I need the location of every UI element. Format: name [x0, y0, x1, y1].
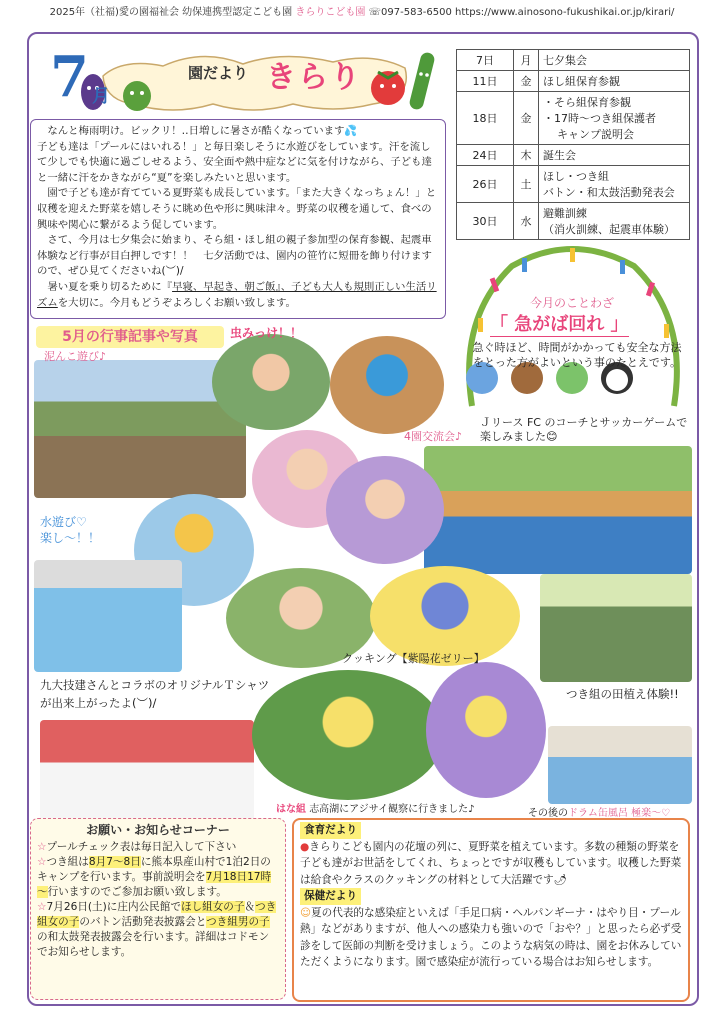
schedule-row: [457, 203, 690, 240]
schedule-weekday: 金: [514, 92, 539, 145]
health-label: 保健だより: [300, 888, 361, 905]
schedule-event: [539, 50, 690, 71]
proverb-main: 「 急がば回れ 」: [490, 310, 629, 337]
schedule-table: [456, 49, 690, 240]
tomato-icon: ●: [300, 840, 310, 853]
notice-title: お願い・お知らせコーナー: [86, 823, 230, 837]
caption-cooking: クッキング【紫陽花ゼリー】: [342, 652, 485, 665]
caption-drum-hl: ドラム缶風呂: [568, 808, 628, 819]
schedule-event-line: ・そら組保育参観: [543, 96, 631, 109]
schedule-event-line: 七夕集会: [543, 54, 587, 67]
photo-exchange: [330, 336, 444, 434]
health-text-body: 夏の代表的な感染症といえば「手足口病・ヘルパンギーナ・はやり目・プール熱」などがありますが、他人への感染力も強いので「おや？」と思ったら必ず受診をして医師の判断を受けましょう。このような病気の時は、園をお休みしていただくようになります。園で感染症が流行っている場合はお知らせします。: [300, 906, 682, 968]
notice-item-3-pre: 7月26日(土)に庄内公民館で: [46, 901, 181, 913]
smile-icon: ☺: [300, 906, 312, 919]
caption-soccer: Ｊリース FC のコーチとサッカーゲームで楽しみました😊: [480, 416, 688, 443]
schedule-day: 26日: [457, 166, 514, 203]
schedule-event: [539, 92, 690, 145]
schedule-event-line: ほし組保育参観: [543, 75, 620, 88]
caption-drum: [528, 804, 670, 819]
header-line: [0, 0, 724, 26]
photo-bug-hunt: [212, 334, 330, 430]
cucumber-icon: [408, 51, 436, 111]
header-school: きらりこども園: [295, 7, 366, 18]
caption-bug: 虫みっけ！！: [230, 326, 303, 340]
schedule-event-line: 避難訓練: [543, 207, 587, 220]
food-health-box: [292, 818, 690, 1002]
notice-item-2-time: 7月18日17時～: [37, 871, 272, 898]
schedule-event: [539, 166, 690, 203]
schedule-event-line: バトン・和太鼓活動発表会: [543, 186, 675, 199]
schedule-row: [457, 71, 690, 92]
notice-item-3-mid2: のバトン活動発表披露会と: [79, 916, 207, 928]
caption-hydrangea-text: 志高湖にアジサイ観察に行きました♪: [309, 804, 475, 815]
schedule-row: [457, 145, 690, 166]
notice-item-3-hl3: つき組男の子: [206, 916, 270, 928]
caption-exchange: 4園交流会♪: [404, 430, 463, 443]
schedule-event-line: 誕生会: [543, 149, 576, 162]
notice-item-2: ☆つき組は8月7～8日に熊本県産山村で1泊2日のキャンプを行います。事前説明会を7月18日17時～行いますのでご参加お願い致します。: [37, 856, 272, 898]
header-org: 2025年（社福)愛の園福祉会 幼保連携型認定こども園: [49, 7, 293, 18]
month-badge: [36, 44, 114, 110]
header-contact: ☏097-583-6500 https://www.ainosono-fukushikai.or.jp/kirari/: [368, 7, 675, 18]
caption-drum-post: 極楽～♡: [631, 808, 671, 819]
notice-item-2-date: 8月7～8日: [88, 856, 141, 868]
schedule-weekday: 木: [514, 145, 539, 166]
caption-water: 水遊び♡ 楽し～！！: [40, 515, 101, 545]
proverb-description: 急ぐ時ほど、時間がかかっても安全な方法をとった方がよいという事のたとえです。: [472, 341, 682, 369]
newsletter-title: きらり: [266, 60, 362, 95]
photo-section-title: 5月の行事記事や写真: [36, 326, 224, 348]
intro-message: [30, 119, 446, 319]
notice-item-1: ☆プールチェック表は毎日記入して下さい: [37, 841, 237, 853]
notice-item-3-mid1: ＆: [244, 901, 256, 913]
notice-item-3: ☆7月26日(土)に庄内公民館でほし組女の子＆つき組女の子のバトン活動発表披露会とつき組男の子の和太鼓発表披露会を行います。詳細はコドモンでお知らせします。: [37, 901, 277, 958]
proverb-heading: 今月のことわざ: [530, 296, 615, 310]
caption-tshirt: 九大技建さんとコラボのオリジナルＴシャツが出来上がったよ(︶)/: [40, 678, 270, 710]
schedule-event: [539, 203, 690, 240]
photo-drum-bath: [548, 726, 692, 804]
food-label: 食育だより: [300, 822, 361, 839]
photo-soccer: [424, 446, 692, 574]
food-text: [300, 839, 682, 889]
health-text: [300, 905, 682, 971]
intro-p3: 園で子ども達が育てている夏野菜も成長しています。「また大きくなっちょん！」と収穫を迎えた野菜を嬉しそうに眺め色や形に興味津々。野菜の収穫を通して、食べの興味や関心に繋がるよう促しています。: [37, 187, 437, 231]
schedule-day: 7日: [457, 50, 514, 71]
tomato-icon: [371, 71, 405, 105]
photo-baby-2: [326, 456, 444, 564]
caption-mud: 泥んこ遊び♪: [44, 350, 107, 363]
notice-item-3-hl1: ほし組女の子: [180, 901, 245, 913]
notice-item-3-hl2: つき組女の子: [37, 901, 277, 928]
newsletter-label: 園だより: [188, 64, 249, 82]
photo-hydrangea-1: [252, 670, 444, 800]
intro-p5-underline: 早寝、早起き、朝ご飯』、子ども大人も規則正しい生活リズム: [37, 280, 437, 309]
schedule-event-line: ・17時～つき組保護者: [543, 112, 656, 125]
month-kanji: 月: [92, 86, 110, 107]
notice-item-2-end: 行いますのでご参加お願い致します。: [47, 886, 227, 898]
schedule-day: 11日: [457, 71, 514, 92]
schedule-row: [457, 166, 690, 203]
caption-drum-pre: その後の: [528, 808, 568, 819]
schedule-row: [457, 50, 690, 71]
intro-p1: なんと梅雨明け。ビックリ！‥日増しに暑さが酷くなっています💦: [47, 125, 358, 137]
notice-corner: [30, 818, 286, 1000]
photo-rice-planting: [540, 574, 692, 682]
intro-p5-pre: 暑い夏を乗り切るために『: [47, 280, 173, 293]
schedule-event-line: （消火訓練、起震車体験）: [543, 223, 675, 236]
intro-p5-post: を大切に。今月もどうぞよろしくお願い致します。: [57, 296, 296, 309]
intro-p5: [37, 280, 439, 311]
schedule-event-line: ほし・つき組: [543, 170, 609, 183]
schedule-weekday: 水: [514, 203, 539, 240]
intro-p2: 子ども達は「プールにはいれる！」と毎日楽しそうに水遊びをしています。汗を流して少しでも快適に過ごしせるよう、安全面や熱中症などに気を付けながら、子ども達と一緒に汗をかきながら“夏”を楽しみたいと思います。: [37, 140, 432, 184]
food-text-body: きらりこども園内の花壇の列に、夏野菜を植えています。多数の種類の野菜を子ども達がお世話をしてくれ、ちょっとですが収穫もしています。収穫した野菜は給食やクラスのクッキングの材料として大活躍です🌶: [300, 840, 682, 886]
schedule-weekday: 金: [514, 71, 539, 92]
intro-p4: さて、今月は七夕集会に始まり、そら組・ほし組の親子参加型の保育参観、起震車体験など行事が目白押しです！！ 七夕活動では、園内の笹竹に短冊を飾り付けますので、ぜひ見てくださいね(︶)/: [37, 234, 432, 278]
schedule-day: 30日: [457, 203, 514, 240]
photo-hydrangea-2: [426, 662, 546, 798]
schedule-weekday: 土: [514, 166, 539, 203]
notice-item-1-text: プールチェック表は毎日記入して下さい: [46, 841, 237, 853]
notice-item-3-end: の和太鼓発表披露会を行います。詳細はコドモンでお知らせします。: [37, 931, 270, 958]
notice-item-2-mid: に熊本県産山村で1泊2日のキャンプを行います。事前説明会を: [37, 856, 271, 883]
schedule-weekday: 月: [514, 50, 539, 71]
caption-hydrangea-class: はな組: [276, 804, 306, 815]
schedule-event: [539, 145, 690, 166]
schedule-row: [457, 92, 690, 145]
pepper-icon: [123, 81, 151, 111]
notice-item-2-pre: つき組は: [46, 856, 89, 868]
photo-tshirt-group: [40, 720, 254, 826]
photo-pool: [34, 560, 182, 672]
caption-rice: つき組の田植え体験!!: [566, 687, 679, 701]
schedule-day: 18日: [457, 92, 514, 145]
schedule-event-line: キャンプ説明会: [557, 128, 634, 141]
month-number: 7: [50, 44, 89, 110]
caption-hydrangea: [276, 800, 474, 815]
schedule-event: [539, 71, 690, 92]
schedule-day: 24日: [457, 145, 514, 166]
